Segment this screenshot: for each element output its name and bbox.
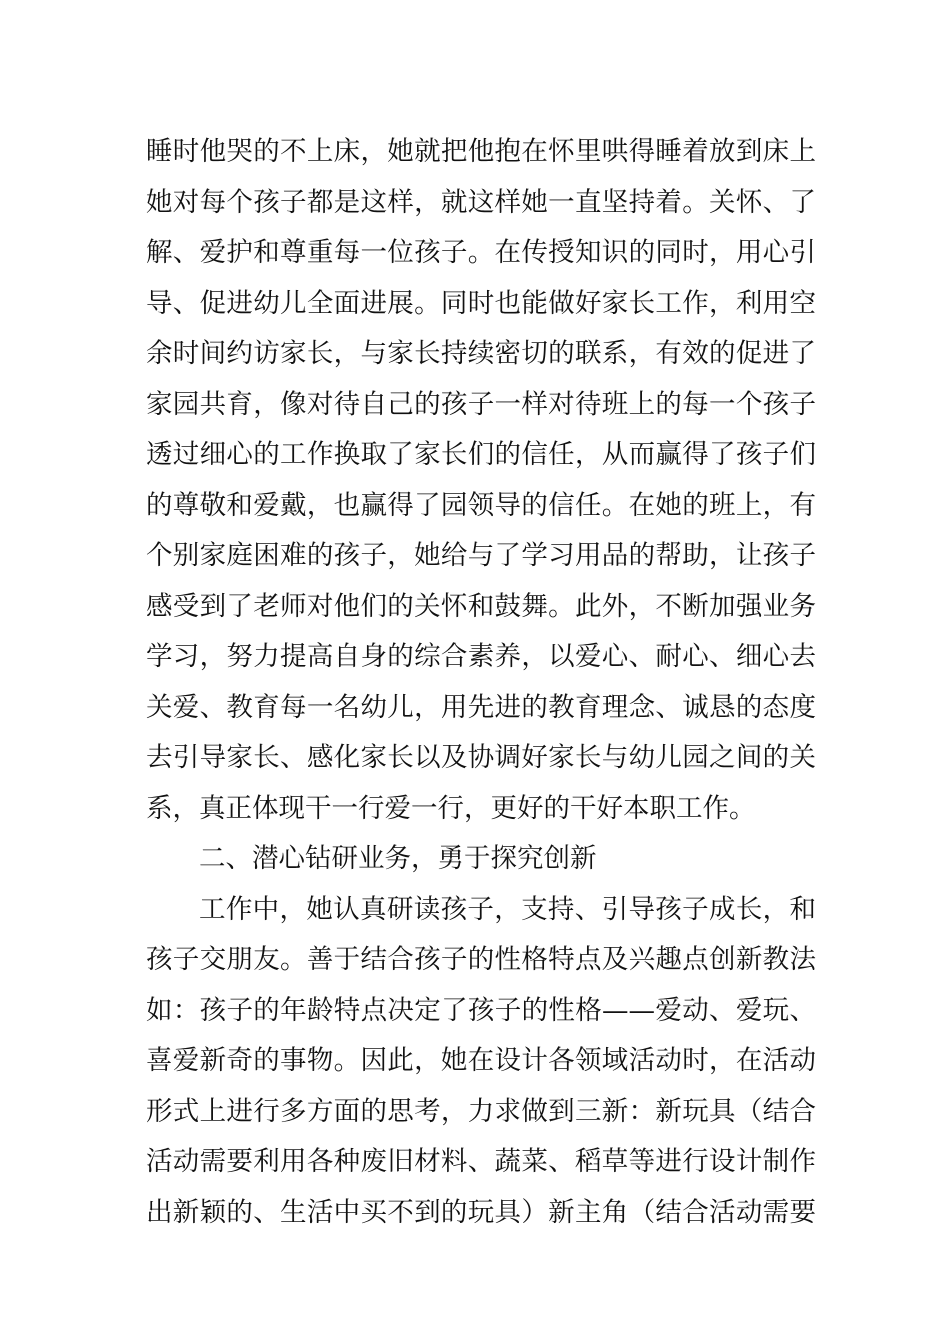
text-line: 学习，努力提高自身的综合素养，以爱心、耐心、细心去 bbox=[146, 641, 816, 672]
text-line: 孩子交朋友。善于结合孩子的性格特点及兴趣点创新教法 bbox=[146, 944, 816, 975]
text-line: 如：孩子的年龄特点决定了孩子的性格——爱动、爱玩、 bbox=[146, 994, 816, 1026]
text-line: 喜爱新奇的事物。因此，她在设计各领域活动时，在活动 bbox=[146, 1045, 816, 1076]
text-line: 活动需要利用各种废旧材料、蔬菜、稻草等进行设计制作 bbox=[146, 1146, 816, 1177]
text-line: 形式上进行多方面的思考，力求做到三新：新玩具（结合 bbox=[146, 1095, 816, 1127]
paragraph-end-line: 系，真正体现干一行爱一行，更好的干好本职工作。 bbox=[146, 792, 756, 824]
text-line: 个别家庭困难的孩子，她给与了学习用品的帮助，让孩子 bbox=[146, 540, 816, 571]
text-line: 家园共育，像对待自己的孩子一样对待班上的每一个孩子 bbox=[146, 388, 816, 420]
text-line: 出新颖的、生活中买不到的玩具）新主角（结合活动需要 bbox=[146, 1196, 816, 1228]
text-line: 她对每个孩子都是这样，就这样她一直坚持着。关怀、了 bbox=[146, 186, 816, 218]
text-line: 导、促进幼儿全面进展。同时也能做好家长工作，利用空 bbox=[146, 287, 816, 319]
text-line: 透过细心的工作换取了家长们的信任，从而赢得了孩子们 bbox=[146, 439, 816, 470]
document-body bbox=[146, 127, 816, 1238]
section-heading: 二、潜心钻研业务，勇于探究创新 bbox=[199, 843, 597, 874]
text-line: 睡时他哭的不上床，她就把他抱在怀里哄得睡着放到床上 bbox=[146, 136, 816, 167]
text-line: 余时间约访家长，与家长持续密切的联系，有效的促进了 bbox=[146, 338, 816, 369]
paragraph-first-line: 工作中，她认真研读孩子，支持、引导孩子成长，和 bbox=[199, 893, 816, 925]
text-line: 关爱、教育每一名幼儿，用先进的教育理念、诚恳的态度 bbox=[146, 691, 816, 723]
text-line: 解、爱护和尊重每一位孩子。在传授知识的同时，用心引 bbox=[146, 237, 816, 268]
text-line: 的尊敬和爱戴，也赢得了园领导的信任。在她的班上，有 bbox=[146, 489, 816, 521]
text-line: 去引导家长、感化家长以及协调好家长与幼儿园之间的关 bbox=[146, 742, 816, 773]
text-line: 感受到了老师对他们的关怀和鼓舞。此外，不断加强业务 bbox=[146, 590, 816, 622]
